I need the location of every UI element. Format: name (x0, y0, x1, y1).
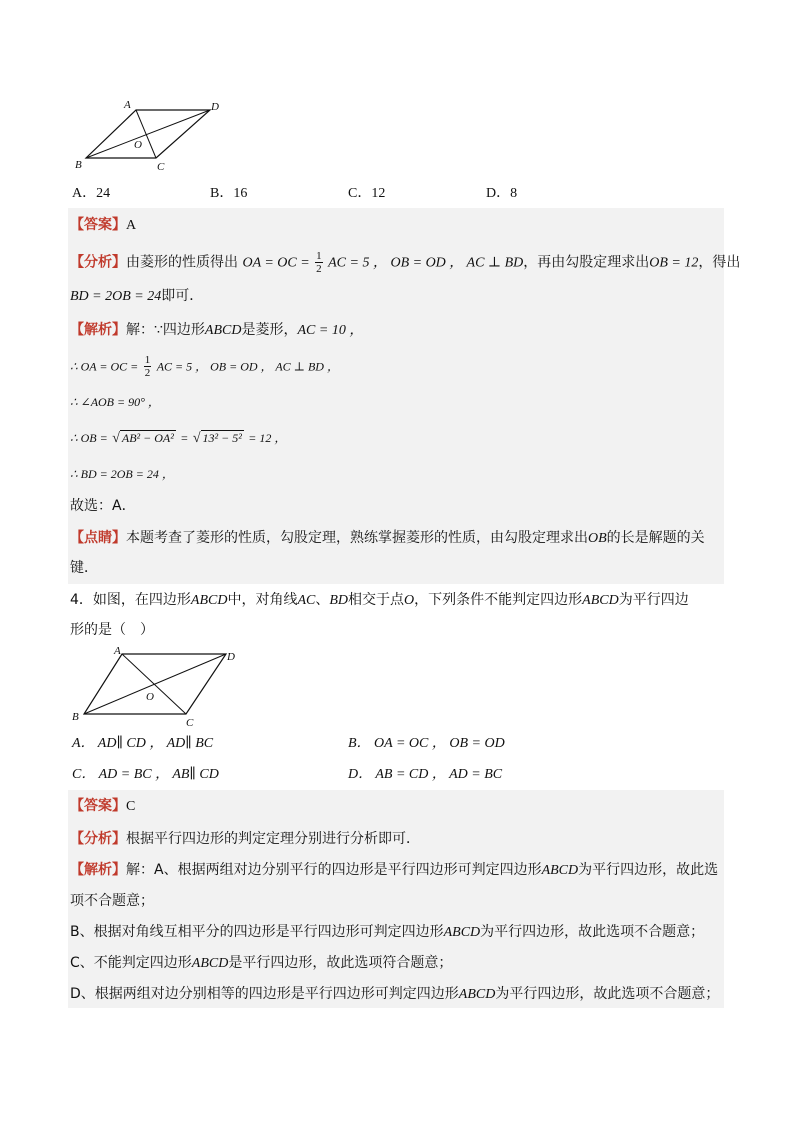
q4-solution-line-4 (70, 953, 452, 974)
answer-value: A (126, 218, 137, 233)
math-symbol: ∵ (154, 323, 163, 338)
q3-comment-line-1 (70, 528, 705, 549)
answer-tag: 【答案】 (70, 798, 126, 814)
q4-label-o: O (146, 691, 154, 703)
q3-comment-line-2: 键． (70, 560, 98, 576)
q4-label-a: A (114, 645, 121, 657)
solution-text: 为平行四边形，故此选项不合题意； (495, 986, 720, 1002)
q4-option-c: C． AD = BC ， AB∥ CD (72, 767, 219, 782)
q4-stem-line-1 (70, 590, 689, 611)
fraction (144, 354, 152, 379)
math-expr: ABCD (541, 863, 579, 878)
q3-solution-line-2 (70, 354, 339, 379)
solution-text: 四边形 (162, 322, 205, 338)
fraction-den: 2 (316, 263, 322, 275)
solution-text: 为平行四边形，故此选 (578, 862, 719, 878)
math-expr: AC = 5 ， OB = OD ， AC ⊥ BD ， (156, 359, 339, 374)
stem-text: ，下列条件不能判定四边形 (414, 592, 583, 608)
q4-solution-line-3 (70, 922, 704, 943)
q3-label-b: B (75, 159, 82, 171)
math-expr: ABCD (191, 956, 229, 971)
analysis-tag: 【分析】 (70, 254, 126, 271)
q4-label-b: B (72, 711, 79, 723)
math-expr: ABCD (582, 593, 619, 608)
analysis-tag: 【分析】 (70, 831, 126, 847)
q4-option-a: A． AD∥ CD ， AD∥ BC (72, 736, 214, 751)
math-expr: O (404, 593, 415, 608)
stem-text: 相交于点 (348, 592, 405, 608)
q4-analysis-line (70, 829, 420, 849)
solution-text: 解：A、根据两组对边分别平行的四边形是平行四边形可判定四边形 (126, 862, 542, 878)
fraction (315, 250, 323, 275)
solution-text: 为平行四边形，故此选项不合题意； (480, 924, 705, 940)
analysis-text: 即可． (161, 288, 204, 304)
math-expr: AC = 10 ， (297, 323, 364, 338)
solution-text: B、根据对角线互相平分的四边形是平行四边形可判定四边形 (70, 924, 444, 940)
answer-value: C (126, 799, 136, 814)
math-expr: BD (329, 593, 349, 608)
q3-analysis-line-2 (70, 286, 203, 307)
math-expr: ABCD (190, 593, 228, 608)
solution-text: 是平行四边形，故此选项符合题意； (228, 955, 453, 971)
stem-text: 4．如图，在四边形 (70, 592, 191, 608)
solution-text: 解： (126, 322, 154, 338)
solution-text: D、根据两组对边分别相等的四边形是平行四边形可判定四边形 (70, 986, 459, 1002)
analysis-text: ，再由勾股定理求出 (523, 254, 650, 271)
math-expr: ∴ BD = 2OB = 24 ， (70, 467, 174, 481)
math-expr: ∴ OB = (70, 431, 108, 445)
q3-solution-line-5 (70, 464, 174, 484)
q3-label-o: O (134, 139, 142, 151)
math-expr: OB (588, 531, 607, 546)
q3-solution-line-3 (70, 392, 160, 412)
q3-label-d: D (211, 101, 219, 113)
q4-parallelogram-figure (70, 644, 250, 730)
q3-solution-line-4 (70, 428, 286, 449)
sqrt-sign: √ (112, 431, 120, 446)
q3-rhombus-figure (70, 96, 230, 176)
q3-option-a: A．24 (72, 186, 111, 201)
comment-text: 的长是解题的关 (606, 530, 705, 546)
solution-text: 是菱形， (241, 322, 298, 338)
q4-answer-line (70, 796, 135, 817)
stem-text: 为平行四边 (618, 592, 689, 608)
solution-text: C、不能判定四边形 (70, 955, 192, 971)
math-expr: = 12 ， (248, 431, 287, 445)
fraction-den: 2 (144, 367, 151, 379)
q3-option-d: D．8 (486, 186, 518, 201)
fraction-num: 1 (144, 354, 151, 366)
fraction-num: 1 (316, 250, 322, 262)
q4-option-d: D． AB = CD ， AD = BC (348, 767, 503, 782)
q4-solution-line-2: 项不合题意； (70, 893, 154, 909)
stem-text: 、 (315, 592, 330, 608)
math-expr: ∴ OA = OC = (70, 359, 139, 374)
sqrt-radicand: AB² − OA² (121, 431, 174, 445)
analysis-text: 由菱形的性质得出 (126, 254, 238, 271)
q3-answer-line (70, 215, 136, 236)
q4-solution-block (68, 790, 724, 1008)
math-expr: = (180, 431, 189, 445)
q3-analysis-line-1 (70, 250, 740, 275)
solution-tag: 【解析】 (70, 322, 126, 338)
analysis-text: ，得出 (698, 254, 741, 271)
sqrt-radicand: 13² − 5² (202, 431, 242, 445)
math-expr: BD = 2OB = 24 (70, 289, 162, 304)
q3-solution-line-1 (70, 320, 363, 341)
math-expr: OA = OC = (242, 255, 310, 271)
analysis-text: 根据平行四边形的判定定理分别进行分析即可． (126, 831, 420, 847)
math-expr: ∴ ∠AOB = 90° ， (70, 395, 160, 409)
q3-option-b: B．16 (210, 186, 248, 201)
q4-stem-line-2: 形的是（ ） (70, 622, 154, 638)
answer-tag: 【答案】 (70, 217, 126, 233)
stem-text: 中，对角线 (227, 592, 298, 608)
q4-option-b: B． OA = OC ， OB = OD (348, 736, 505, 751)
math-expr: AC = 5 ， OB = OD ， AC ⊥ BD (328, 255, 524, 271)
comment-text: 本题考查了菱形的性质，勾股定理，熟练掌握菱形的性质，由勾股定理求出 (126, 530, 588, 546)
math-expr: AC (297, 593, 316, 608)
q3-option-c: C．12 (348, 186, 386, 201)
solution-tag: 【解析】 (70, 862, 126, 878)
q3-choose-line: 故选：A． (70, 498, 136, 514)
math-expr: ABCD (204, 323, 242, 338)
sqrt-sign: √ (192, 431, 201, 446)
q3-label-c: C (157, 161, 165, 173)
q4-label-c: C (186, 717, 194, 729)
comment-tag: 【点睛】 (70, 530, 126, 546)
math-expr: ABCD (443, 925, 481, 940)
math-expr: ABCD (458, 987, 496, 1002)
q4-label-d: D (227, 651, 235, 663)
q4-solution-line-5 (70, 984, 719, 1005)
q4-solution-line-1 (70, 860, 718, 881)
math-expr: OB = 12 (649, 255, 699, 271)
q3-label-a: A (124, 99, 131, 111)
